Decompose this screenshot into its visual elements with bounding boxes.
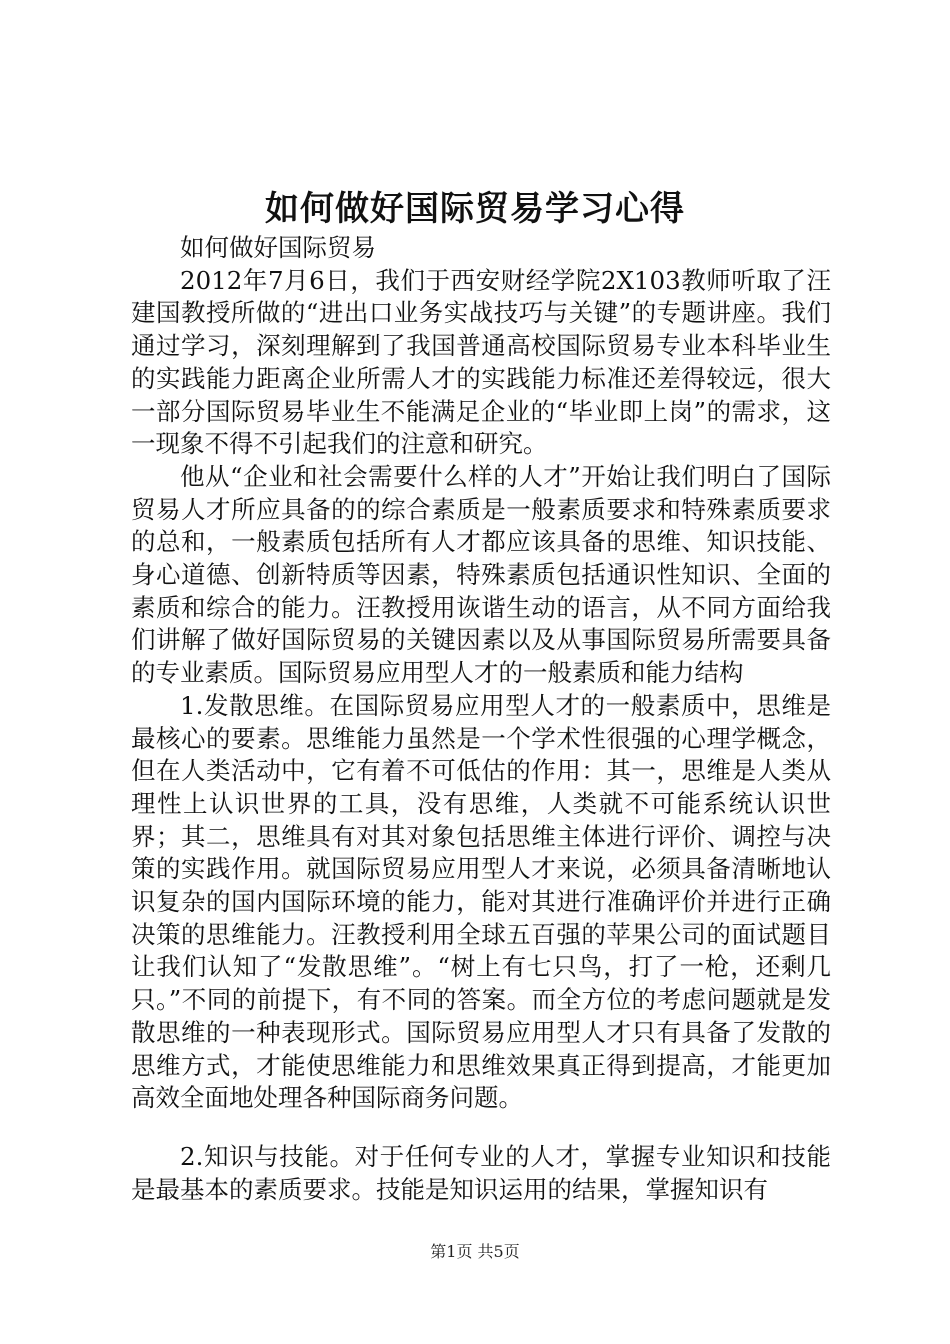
document-title: 如何做好国际贸易学习心得: [265, 189, 685, 229]
paragraph-subtitle: 如何做好国际贸易: [180, 233, 376, 262]
paragraph-knowledge-skills: 2.知识与技能。对于任何专业的人才，掌握专业知识和技能是最基本的素质要求。技能是知识运用的结果，掌握知识有: [131, 1141, 831, 1204]
paragraph-talent-requirements: 他从“企业和社会需要什么样的人才”开始让我们明白了国际贸易人才所应具备的的综合素质是一般素质要求和特殊素质要求的总和，一般素质包括所有人才都应该具备的思维、知识技能、身心道德、创新特质等因素，特殊素质包括通识性知识、全面的素质和综合的能力。汪教授用诙谐生动的语言，从不同方面给我们讲解了做好国际贸易的关键因素以及从事国际贸易所需要具备的专业素质。国际贸易应用型人才的一般素质和能力结构: [131, 461, 831, 688]
paragraph-lecture-intro: 2012年7月6日，我们于西安财经学院2X103教师听取了汪建国教授所做的“进出口业务实战技巧与关键”的专题讲座。我们通过学习，深刻理解到了我国普通高校国际贸易专业本科毕业生的实践能力距离企业所需人才的实践能力标准还差得较远，很大一部分国际贸易毕业生不能满足企业的“毕业即上岗”的需求，这一现象不得不引起我们的注意和研究。: [131, 265, 831, 459]
page-number-footer: 第1页 共5页: [430, 1242, 520, 1261]
paragraph-divergent-thinking: 1.发散思维。在国际贸易应用型人才的一般素质中，思维是最核心的要素。思维能力虽然是一个学术性很强的心理学概念，但在人类活动中，它有着不可低估的作用：其一，思维是人类从理性上认识世界的工具，没有思维，人类就不可能系统认识世界；其二，思维具有对其对象包括思维主体进行评价、调控与决策的实践作用。就国际贸易应用型人才来说，必须具备清晰地认识复杂的国内国际环境的能力，能对其进行准确评价并进行正确决策的思维能力。汪教授利用全球五百强的苹果公司的面试题目让我们认知了“发散思维”。“树上有七只鸟，打了一枪，还剩几只。”不同的前提下，有不同的答案。而全方位的考虑问题就是发散思维的一种表现形式。国际贸易应用型人才只有具备了发散的思维方式，才能使思维能力和思维效果真正得到提高，才能更加高效全面地处理各种国际商务问题。: [131, 690, 831, 1113]
document-body: [131, 232, 831, 1206]
